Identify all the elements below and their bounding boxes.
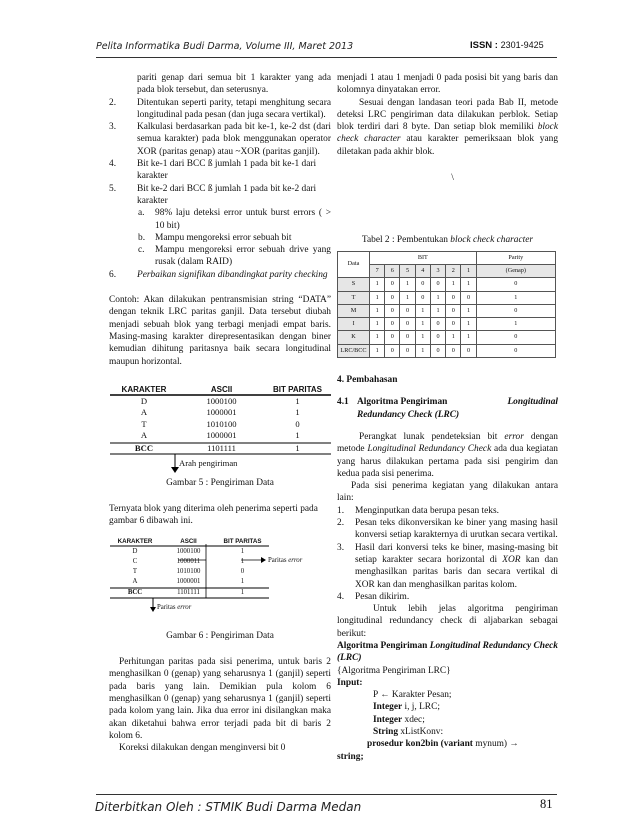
list-num: 5. — [109, 183, 117, 194]
fig6-bcc-ascii: 1101111 — [177, 588, 200, 596]
fig5-row-cell: A — [140, 430, 148, 441]
list-item-1-cont: pariti genap dari semua bit 1 karakter yang ada pada blok tersebut, dan seterusnya. — [137, 73, 331, 96]
bcc-table-wrap — [337, 251, 558, 358]
text-run: kan dan menghasilkan paritas baris dan secara vertikal di XOR kan dan menghasilkan paritas kolom. — [355, 554, 559, 590]
fig5-row-cell: 1 — [295, 407, 300, 418]
algo-title — [337, 640, 558, 665]
code-run: mynum) → — [472, 739, 519, 750]
bcc-table-cell: 1 — [370, 291, 385, 304]
ternyata-paragraph: Ternyata blok yang diterima oleh penerima seperti pada gambar 6 dibawah ini. — [109, 504, 318, 527]
step-2: Pesan teks dikonversikan ke biner yang masing hasil konversi setiap karakternya di urutkan secara vertikal. — [355, 518, 558, 541]
fig6-header: KARAKTER — [117, 537, 153, 545]
bcc-table-row — [338, 344, 556, 357]
fig6-row — [109, 547, 269, 557]
fig6-row-cell: A — [132, 577, 138, 585]
bcc-table-cell: 1 — [461, 304, 476, 317]
fig5-row-cell: 1000100 — [206, 395, 237, 406]
sub-item-a: 98% laju deteksi error untuk burst errors ( > 10 bit) — [155, 208, 331, 231]
keyword: prosedur kon2bin (variant — [367, 739, 473, 750]
fig5-row-cell: T — [141, 418, 147, 429]
footer-rule — [96, 794, 557, 795]
bcc-table-row — [338, 291, 556, 304]
bcc-table-cell: 0 — [385, 318, 400, 331]
paritas-label: Paritas — [268, 556, 287, 564]
list-num: 6. — [109, 269, 117, 280]
text-run-italic: block check character — [337, 122, 558, 145]
bcc-table-cell: 1 — [415, 304, 430, 317]
bcc-table-cell: 1 — [370, 331, 385, 344]
journal-header: Pelita Informatika Budi Darma, Volume III, Maret 2013 — [96, 41, 354, 52]
section-num: 4.1 — [337, 397, 349, 408]
list-item-3: Kalkulasi berdasarkan pada bit ke-1, ke-2 dst (dari semua karakter) pada blok menggunakan operator XOR (paritas genap) atau ~XOR (paritas ganjil). — [137, 122, 331, 157]
list-num: 2. — [109, 97, 117, 108]
fig6-row-cell: 1010100 — [176, 567, 201, 575]
fig5-row — [109, 407, 331, 419]
bcc-bit-number: 4 — [415, 264, 430, 277]
fig5-row — [109, 396, 331, 408]
bcc-table-cell: 0 — [415, 278, 430, 291]
fig5-bcc-parity: 1 — [295, 442, 300, 453]
bcc-table-cell: 0 — [476, 278, 555, 291]
figure-6-caption: Gambar 6 : Pengiriman Data — [166, 630, 274, 641]
fig5-row-cell: 1010100 — [206, 418, 237, 429]
perhitungan-paragraph: Perhitungan paritas pada sisi penerima, untuk baris 2 menghasilkan 0 (genap) yang seharusnya 1 (ganjil) seperti pada baris yang lain. Demikian pula kolom 6 menghasilkan 0 (genap) yang seharusnya 1 (ganjil) seperti pada kolom yang lain. Jika dua error ini disilangkan maka akan diketahui bahwa error terjadi pada bit di baris 2 kolom 6. — [109, 657, 331, 741]
issn-label: ISSN : — [470, 40, 498, 51]
caption-run-italic: block check character — [450, 235, 534, 246]
bcc-table-cell: 0 — [385, 278, 400, 291]
bcc-table-cell: 0 — [400, 304, 415, 317]
bcc-table-cell: 0 — [400, 331, 415, 344]
algo-integer-2 — [337, 714, 558, 726]
list-num: 4. — [109, 159, 117, 170]
figure-5 — [109, 385, 331, 473]
bcc-table-cell: 0 — [446, 318, 461, 331]
fig5-arrow-head — [171, 467, 179, 473]
heading-run-italic: Longitudinal — [507, 397, 558, 408]
step-num: 3. — [337, 542, 345, 553]
sub-item-b: Mampu mengoreksi error sebuah bit — [155, 232, 292, 243]
sub-num: c. — [138, 245, 145, 256]
padasisi-paragraph: Pada sisi penerima kegiatan yang dilakukan antara lain: — [337, 481, 558, 504]
sub-item-c: Mampu mengoreksi error sebuah drive yang rusak (dalam RAID) — [155, 245, 331, 268]
error-label: error — [288, 556, 303, 564]
bcc-table-cell: 0 — [446, 304, 461, 317]
fig6-bottom-label — [157, 602, 191, 614]
bcc-table-cell: 1 — [461, 318, 476, 331]
fig5-bcc-label: BCC — [134, 442, 154, 453]
fig5-table — [109, 384, 331, 468]
section-41-heading — [337, 396, 558, 421]
section-4-heading: 4. Pembahasan — [337, 375, 398, 386]
algo-integer-1 — [337, 701, 558, 713]
paritas-label: Paritas — [157, 603, 176, 611]
bcc-table-cell: 1 — [446, 331, 461, 344]
bcc-table-cell: 0 — [415, 291, 430, 304]
bcc-table-cell: 1 — [400, 278, 415, 291]
text-run: Perangkat lunak pendeteksian bit — [359, 431, 505, 442]
section-title — [357, 396, 558, 421]
issn-value: 2301-9425 — [500, 40, 544, 50]
fig6-row-cell: 0 — [240, 567, 245, 575]
bcc-table-cell: 0 — [476, 304, 555, 317]
right-top-paragraph: menjadi 1 atau 1 menjadi 0 pada posisi bit yang baris dan kolomnya dinyatakan error. — [337, 73, 558, 96]
figure-6 — [109, 538, 331, 612]
right-column — [337, 72, 558, 763]
step-num: 2. — [337, 518, 345, 529]
fig6-bcc-label: BCC — [127, 588, 143, 596]
fig5-bcc-ascii: 1101111 — [207, 442, 236, 453]
bcc-table-cell: 0 — [400, 318, 415, 331]
heading-run-italic: Redundancy Check (LRC) — [357, 409, 460, 420]
algo-comment: {Algoritma Pengiriman LRC} — [337, 665, 451, 676]
fig5-header: ASCII — [210, 384, 233, 394]
bcc-table-cell: 1 — [370, 318, 385, 331]
bcc-table-cell: 1 — [446, 278, 461, 291]
fig5-arrow-label: Arah pengiriman — [179, 457, 238, 468]
bcc-table-cell: LRC/BCC — [338, 344, 370, 357]
bcc-bit-number: 3 — [430, 264, 445, 277]
bcc-table-cell: 0 — [385, 344, 400, 357]
step-1: Menginputkan data berupa pesan teks. — [355, 505, 499, 516]
bcc-table-cell: 0 — [385, 331, 400, 344]
keyword: String — [373, 727, 399, 738]
header-rule — [96, 57, 557, 58]
bcc-data-header: Data — [338, 251, 370, 278]
fig6-row-cell: D — [132, 547, 138, 555]
fig5-row-cell: 1000001 — [206, 430, 237, 441]
bcc-table — [337, 251, 556, 358]
text-run: dengan metode — [337, 431, 558, 455]
fig5-row-cell: D — [140, 395, 148, 406]
bcc-table-cell: 1 — [461, 331, 476, 344]
text-run: ada dua kegiatan yang harus dilakukan pertama pada sisi pengirim dan kedua pada sisi penerima. — [337, 444, 558, 479]
bcc-genap-header: (Genap) — [476, 264, 555, 277]
bcc-table-cell: 0 — [430, 318, 445, 331]
text-run-italic: XOR — [502, 554, 521, 565]
error-label: error — [177, 603, 192, 611]
bcc-table-cell: 1 — [400, 291, 415, 304]
bcc-bit-header: BIT — [370, 251, 477, 264]
bcc-table-cell: 1 — [415, 331, 430, 344]
fig6-row-cell: 1 — [240, 557, 245, 565]
left-column — [109, 72, 331, 754]
list-item-6: Perbaikan signifikan dibandingkat parity checking — [137, 269, 328, 280]
bcc-bit-number: 5 — [400, 264, 415, 277]
fig6-row — [109, 567, 269, 577]
fig5-row-cell: 1000001 — [206, 407, 237, 418]
code-run: i, j, LRC; — [402, 702, 440, 713]
bcc-table-cell: 0 — [430, 344, 445, 357]
bcc-table-cell: 0 — [446, 344, 461, 357]
fig6-header: ASCII — [180, 537, 197, 545]
fig6-row-cell: 1000011 — [176, 557, 201, 565]
step-num: 1. — [337, 505, 345, 516]
fig6-paritas-error — [268, 555, 302, 567]
list-item-4: Bit ke-1 dari BCC ß jumlah 1 pada bit ke-1 dari karakter — [137, 159, 317, 182]
issn — [470, 40, 544, 51]
bcc-table-row — [338, 304, 556, 317]
fig6-row-cell: 1000001 — [176, 577, 201, 585]
text-run-italic: Longitudinal Redundancy Check — [367, 444, 492, 455]
bcc-table-cell: 0 — [461, 344, 476, 357]
code-run: xdec; — [402, 714, 425, 725]
footer-publisher: Diterbitkan Oleh : STMIK Budi Darma Medan — [95, 800, 362, 814]
algo-prosedur — [337, 738, 558, 750]
fig6-row — [109, 557, 269, 567]
bcc-table-cell: T — [338, 291, 370, 304]
bcc-table-cell: 0 — [430, 331, 445, 344]
sub-num: b. — [138, 232, 146, 243]
fig5-row-cell: A — [140, 407, 148, 418]
contoh-paragraph: Contoh: Akan dilakukan pentransmisian string “DATA” dengan teknik LRC paritas ganjil. Data tersebut diubah menjadi sebuah blok yang terbagi menjadi empat baris. Masing-masing karakter direpresentasikan dengan biner kemudian dihitung paritasnya baik secara longitudinal maupun horizontal. — [109, 295, 331, 367]
algo-title-run: Algoritma Pengiriman — [337, 640, 430, 651]
fig6-header: BIT PARITAS — [223, 537, 262, 545]
text-run: atau karakter pemeriksaan blok yang diletakan pada akhir blok. — [337, 134, 559, 157]
fig6-row-cell: C — [132, 557, 138, 565]
fig5-row-cell: 1 — [295, 430, 300, 441]
heading-run: Algoritma Pengiriman — [357, 397, 448, 408]
bcc-table-cell: S — [338, 278, 370, 291]
bcc-bit-number: 2 — [446, 264, 461, 277]
bcc-table-cell: K — [338, 331, 370, 344]
bcc-table-cell: 0 — [461, 291, 476, 304]
algo-string — [337, 726, 558, 738]
bcc-table-row — [338, 318, 556, 331]
stray-backslash: \ — [451, 173, 454, 184]
bcc-parity-header: Parity — [476, 251, 555, 264]
bcc-table-cell: 1 — [370, 304, 385, 317]
fig5-row — [109, 419, 331, 431]
sub-num: a. — [138, 208, 145, 219]
code-run: xListKonv: — [398, 727, 444, 738]
bcc-table-cell: 1 — [476, 291, 555, 304]
bcc-table-cell: 0 — [385, 304, 400, 317]
perangkat-paragraph — [337, 431, 558, 480]
step-4: Pesan dikirim. — [355, 591, 410, 602]
bcc-table-cell: 0 — [430, 278, 445, 291]
input-label: Input: — [337, 677, 363, 688]
bcc-table-cell: 1 — [370, 278, 385, 291]
bcc-table-cell: 0 — [385, 291, 400, 304]
algo-title-italic: Longitudinal Redundancy Check (LRC) — [337, 640, 558, 664]
bcc-table-cell: 0 — [446, 291, 461, 304]
list-item-2: Ditentukan seperti parity, tetapi menghitung secara longitudinal pada pesan (dan juga secara vertikal). — [137, 97, 331, 120]
algo-string-end: string; — [337, 751, 364, 762]
bcc-table-cell: I — [338, 318, 370, 331]
keyword: Integer — [373, 702, 403, 713]
list-num: 3. — [109, 122, 117, 133]
bcc-table-cell: 1 — [415, 318, 430, 331]
bcc-table-row — [338, 278, 556, 291]
bcc-bit-number: 1 — [461, 264, 476, 277]
bcc-table-cell: 0 — [476, 331, 555, 344]
text-run: Sesuai dengan landasan teori pada Bab II, metode deteksi LRC pengiriman data dilakukan perblok. Setiap blok terdiri dari 8 byte. Dan setiap blok memiliki — [337, 97, 558, 133]
caption-run: Tabel 2 : Pembentukan — [361, 235, 451, 246]
list-item-5: Bit ke-2 dari BCC ß jumlah 1 pada bit ke-2 dari karakter — [137, 183, 317, 206]
bcc-table-cell: 1 — [430, 304, 445, 317]
fig6-down-arrow-head — [150, 607, 156, 612]
bcc-table-cell: 1 — [370, 344, 385, 357]
step-3 — [355, 542, 558, 591]
fig6-row-cell: 1 — [240, 547, 245, 555]
page-number: 81 — [540, 797, 553, 811]
untuk-paragraph: Untuk lebih jelas algoritma pengiriman longitudinal redundancy check di aljabarkan sebagai berikut: — [337, 604, 558, 639]
bcc-table-cell: M — [338, 304, 370, 317]
fig6-row-cell: T — [132, 567, 138, 575]
bcc-table-cell: 1 — [430, 291, 445, 304]
fig6-bcc-parity: 1 — [240, 588, 245, 596]
figure-5-caption: Gambar 5 : Pengiriman Data — [166, 477, 274, 488]
step-num: 4. — [337, 591, 345, 602]
algo-p-line: P ← Karakter Pesan; — [373, 690, 452, 701]
tabel-2-caption — [337, 234, 558, 246]
fig6-table — [109, 538, 269, 597]
bcc-table-row — [338, 331, 556, 344]
bcc-bit-number: 7 — [370, 264, 385, 277]
text-run: Hasil dari konversi teks ke biner, masing-masing bit setiap karakter secara horizontal di — [355, 542, 558, 565]
fig6-row-cell: 1000100 — [176, 547, 201, 555]
fig6-row-cell: 1 — [240, 577, 245, 585]
bcc-table-cell: 1 — [476, 318, 555, 331]
keyword: Integer — [373, 714, 403, 725]
fig5-row-cell: 0 — [295, 418, 300, 429]
text-run-italic: error — [504, 431, 524, 442]
bcc-table-cell: 1 — [461, 278, 476, 291]
fig5-header: BIT PARITAS — [272, 384, 323, 394]
koreksi-paragraph: Koreksi dilakukan dengan menginversi bit 0 — [119, 743, 286, 754]
bcc-table-cell: 0 — [400, 344, 415, 357]
bcc-table-cell: 1 — [415, 344, 430, 357]
sesuai-paragraph — [337, 97, 558, 158]
bcc-bit-number: 6 — [385, 264, 400, 277]
fig5-row-cell: 1 — [295, 395, 300, 406]
fig5-header: KARAKTER — [121, 384, 167, 394]
bcc-table-cell: 0 — [476, 344, 555, 357]
fig5-row — [109, 430, 331, 442]
fig6-row — [109, 577, 269, 587]
